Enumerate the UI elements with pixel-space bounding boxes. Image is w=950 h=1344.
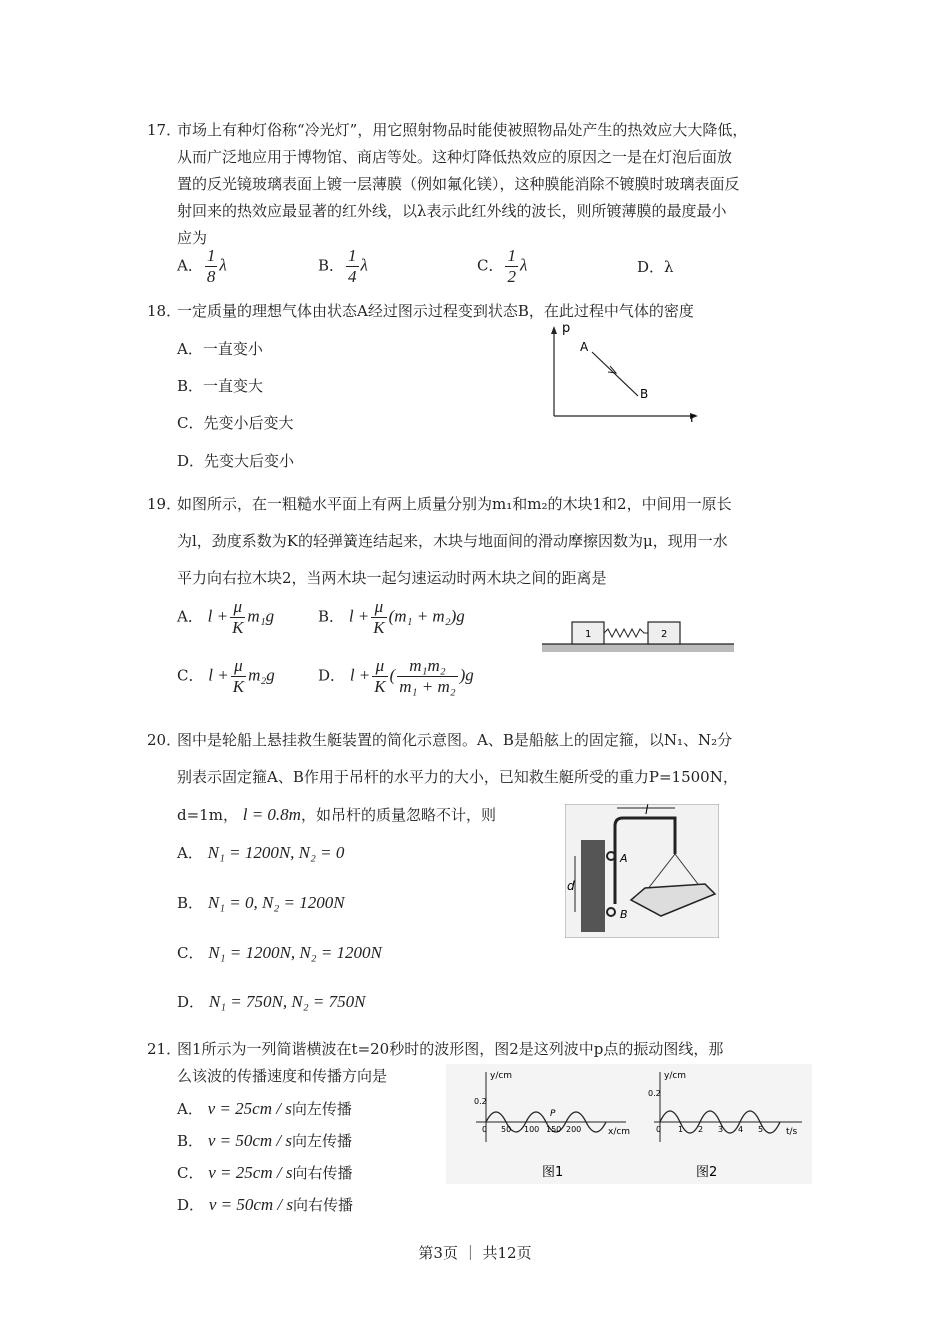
q21-option-d: D． v = 50cm / s向右传播 (177, 1195, 354, 1214)
q20-l-label: l (645, 804, 649, 817)
fig1-x-label: x/cm (608, 1127, 631, 1137)
q20-option-d: D． N₁ = 750N, N₂ = 750N (177, 992, 366, 1011)
fig1-y-label: y/cm (490, 1071, 513, 1081)
fig2-amp: 0.2 (648, 1089, 661, 1098)
fig2-tick-4: 4 (738, 1125, 744, 1134)
q19-block-2-label: 2 (661, 629, 668, 640)
fig2-y-label: y/cm (664, 1071, 687, 1081)
q21-line2: 么该波的传播速度和传播方向是 (177, 1067, 388, 1085)
q18-point-b: B (640, 387, 649, 401)
fig2-caption: 图2 (696, 1165, 718, 1180)
q19-line3: 平力向右拉木块2，当两木块一起匀速运动时两木块之间的距离是 (177, 569, 607, 587)
q19-option-a: A． l + $\frac{\mu}{K}$ m₁g (177, 597, 275, 637)
q20-d-label: d (567, 879, 575, 893)
q21-figure-bg (446, 1064, 812, 1184)
fig1-caption: 图1 (542, 1165, 564, 1180)
q18-point-a: A (580, 340, 589, 354)
q17-line1: 市场上有种灯俗称“冷光灯”，用它照射物品时能使被照物品处产生的热效应大大降低， (177, 121, 748, 139)
q19-option-b: B． l + $\frac{\mu}{K}$ (m₁ + m₂)g (318, 597, 465, 637)
q18-option-c: C．先变小后变大 (177, 414, 294, 432)
fig2-tick-2: 2 (698, 1125, 704, 1134)
q20-option-a: A． N₁ = 1200N, N₂ = 0 (177, 843, 345, 862)
fig1-tick-100: 100 (524, 1125, 540, 1134)
q19-number: 19． (147, 495, 182, 513)
q18-pv-graph (540, 318, 710, 428)
q19-line2: 为l，劲度系数为K的轻弹簧连结起来，木块与地面间的滑动摩擦因数为μ，现用一水 (177, 532, 728, 550)
q18-y-arrow (551, 326, 557, 334)
q17-option-a: A． $\frac{1}{8}$ λ (177, 246, 227, 286)
q20-line2: 别表示固定箍A、B作用于吊杆的水平力的大小，已知救生艇所受的重力P=1500N， (177, 768, 738, 786)
q19-line1: 如图所示，在一粗糙水平面上有两上质量分别为m₁和m₂的木块1和2，中间用一原长 (177, 495, 732, 513)
q19-option-d: D． l + $\frac{\mu}{K}$ ( $\frac{\text{m₁m₂}}{\text{m₁ + m₂}}$ )g (318, 656, 474, 696)
q18-y-label: p (562, 321, 571, 336)
q20-option-c: C． N₁ = 1200N, N₂ = 1200N (177, 943, 382, 962)
q20-line3: d=1m， l = 0.8m，如吊杆的质量忽略不计，则 (177, 805, 496, 824)
q17-line2: 从而广泛地应用于博物馆、商店等处。这种灯降低热效应的原因之一是在灯泡后面放 (177, 148, 733, 166)
q21-option-a: A． v = 25cm / s向左传播 (177, 1099, 352, 1118)
q17-line3: 置的反光镜玻璃表面上镀一层薄膜（例如氟化镁），这种膜能消除不镀膜时玻璃表面反 (177, 175, 740, 193)
q20-b-label: B (620, 908, 628, 921)
fig1-tick-0: 0 (482, 1125, 488, 1134)
q17-option-d: D．λ (637, 258, 674, 276)
page-footer: 第3页 ｜ 共12页 (418, 1244, 532, 1262)
q17-line5: 应为 (177, 229, 208, 247)
fig2-x-label: t/s (786, 1127, 798, 1137)
fig2-tick-1: 1 (678, 1125, 684, 1134)
q17-option-b: B． $\frac{1}{4}$ λ (318, 246, 368, 286)
q21-number: 21． (147, 1040, 182, 1058)
fig1-tick-50: 50 (501, 1125, 512, 1134)
question-19 (147, 486, 807, 597)
q20-number: 20． (147, 731, 182, 749)
q21-option-b: B． v = 50cm / s向左传播 (177, 1131, 353, 1150)
q19-option-c: C． l + $\frac{\mu}{K}$ m₂g (177, 656, 275, 696)
fig1-point-p: P (550, 1109, 556, 1119)
q19-spring-figure (542, 614, 736, 654)
q19-ground (542, 644, 734, 652)
q19-spring (604, 629, 648, 637)
q21-line1: 图1所示为一列简谐横波在t=20秒时的波形图，图2是这列波中p点的振动图线，那 (177, 1040, 724, 1058)
q21-option-c: C． v = 25cm / s向右传播 (177, 1163, 353, 1182)
fig1-tick-150: 150 (546, 1125, 562, 1134)
fig2-tick-0: 0 (656, 1125, 662, 1134)
fig1-amp: 0.2 (474, 1097, 487, 1106)
q18-process-line (592, 352, 638, 396)
q17-option-c: C． $\frac{1}{2}$ λ (477, 246, 528, 286)
q17-line4: 射回来的热效应最显著的红外线，以λ表示此红外线的波长，则所镀薄膜的最度最小 (177, 202, 727, 220)
q20-option-b: B． N₁ = 0, N₂ = 1200N (177, 893, 345, 912)
q18-x-label: r (690, 411, 696, 426)
q17-number: 17． (147, 121, 182, 139)
q21-wave-figures (446, 1064, 812, 1184)
q20-a-label: A (620, 852, 628, 865)
question-17 (147, 117, 807, 252)
q18-stem: 一定质量的理想气体由状态A经过图示过程变到状态B，在此过程中气体的密度 (177, 302, 694, 320)
q18-option-b: B．一直变大 (177, 377, 264, 395)
q18-number: 18． (147, 302, 182, 320)
q20-ship-side (581, 840, 605, 932)
fig1-tick-200: 200 (566, 1125, 582, 1134)
q20-line1: 图中是轮船上悬挂救生艇装置的简化示意图。A、B是船舷上的固定箍，以N₁、N₂分 (177, 731, 733, 749)
q18-option-a: A．一直变小 (177, 340, 263, 358)
q19-block-1-label: 1 (585, 629, 592, 640)
q18-option-d: D．先变大后变小 (177, 452, 295, 470)
q20-lifeboat-figure (565, 804, 719, 938)
fig2-tick-3: 3 (718, 1125, 724, 1134)
fig2-tick-5: 5 (758, 1125, 764, 1134)
